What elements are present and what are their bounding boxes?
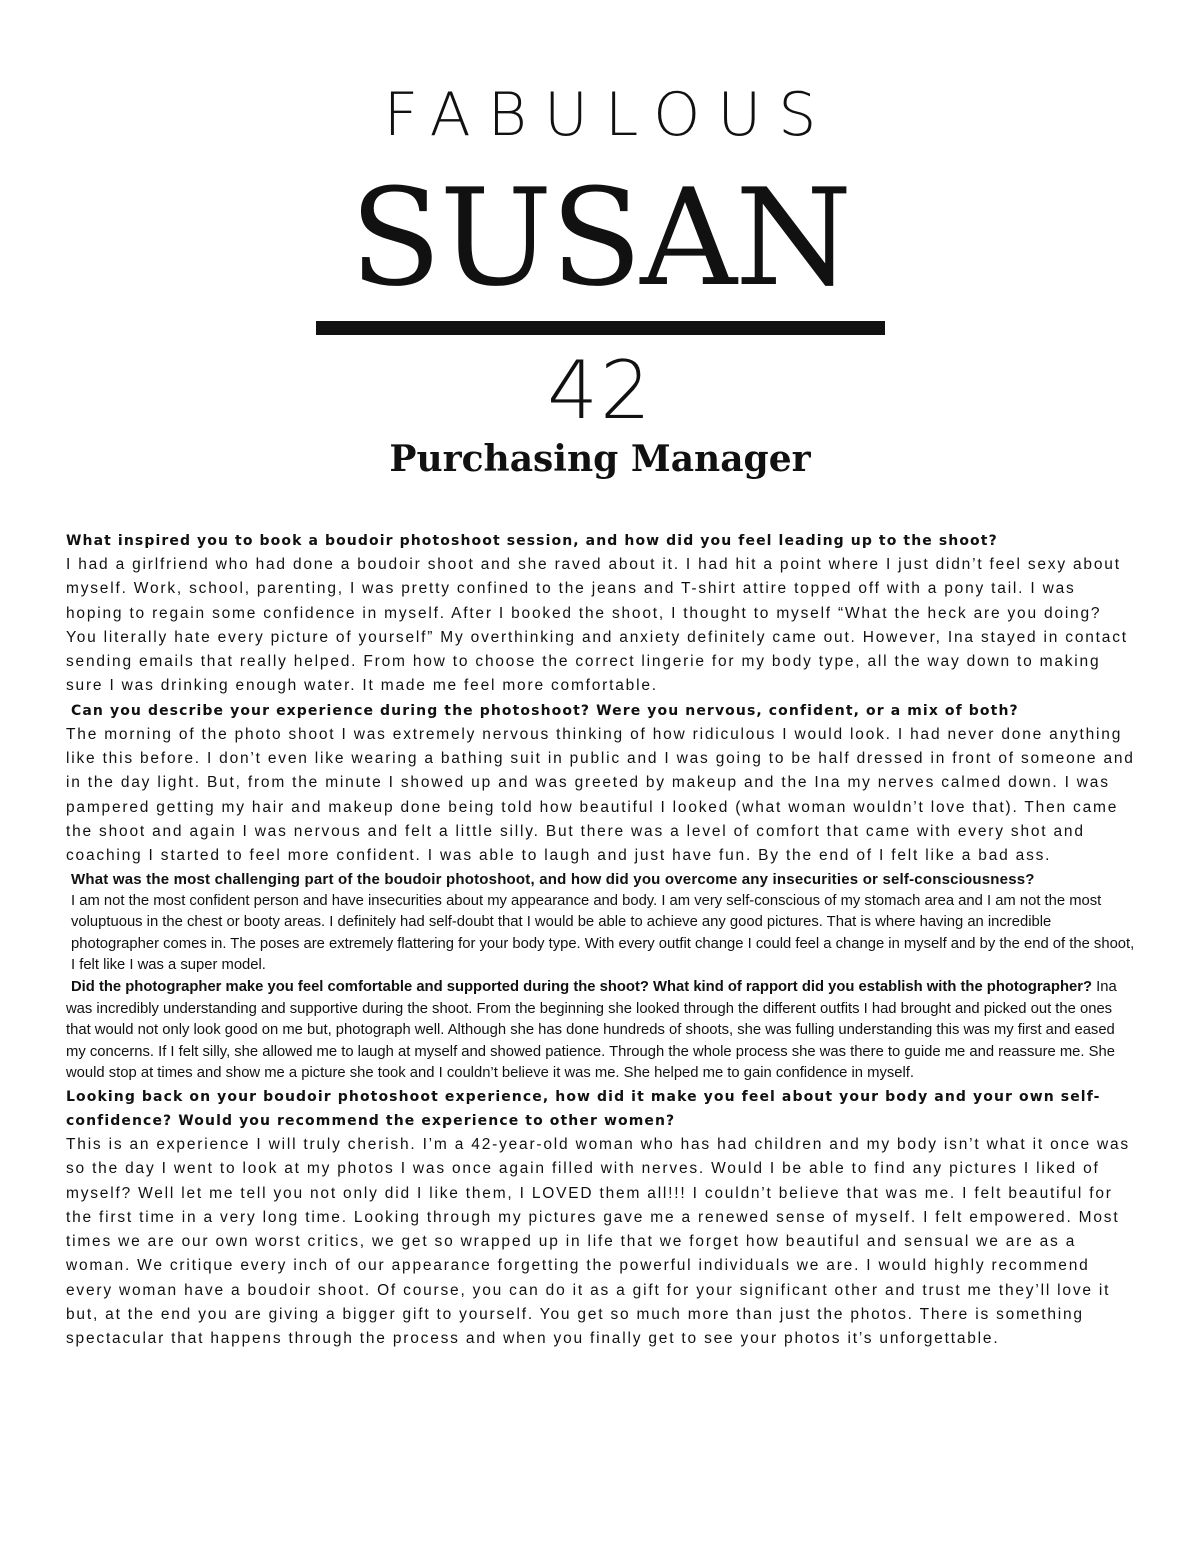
qa-block-4: [66, 977, 1136, 1085]
answer-2: The morning of the photo shoot I was extremely nervous thinking of how ridiculous I would look. I had never done anything like this before. I don’t even like wearing a bathing suit in public and I was going to be half dressed in front of someone and in the day light. But, from the minute I showed up and was greeted by makeup and the Ina my nerves calmed down. I was pampered getting my hair and makeup done being told how beautiful I looked (what woman wouldn’t love that). Then came the shoot and again I was nervous and felt a little silly. But there was a level of comfort that came with every shot and coaching I started to feel more confident. I was able to laugh and just have fun. By the end of I felt like a bad ass.: [66, 725, 1135, 865]
header-kicker: FABULOUS: [383, 80, 834, 150]
header-name: SUSAN: [349, 160, 851, 316]
answer-4: Ina was incredibly understanding and supportive during the shoot. From the beginning she looked through the different outfits I had brought and picked out the ones that would not only look good on me but, photograph well. Although she has done hundreds of shoots, she was fulling understanding this was my first and eased my concerns. If I felt silly, she allowed me to laugh at myself and showed patience. Through the whole process she was there to guide me and reassure me. She would stop at times and show me a picture she took and I couldn’t believe it was me. She helped me to gain confidence in myself.: [66, 978, 1117, 1082]
question-2: Can you describe your experience during the photoshoot? Were you nervous, confident, or a mix of both?: [71, 702, 1019, 719]
interview-content: [66, 529, 1136, 1352]
header-occupation: Purchasing Manager: [389, 438, 811, 480]
answer-3: I am not the most confident person and have insecurities about my appearance and body. I am very self-conscious of my stomach area and I am not the most voluptuous in the chest or booty areas. I definitely had self-doubt that I would be able to achieve any good pictures. That is where having an incredible photographer comes in. The poses are extremely flattering for your body type. With every outfit change I could feel a change in myself and by the end of the shoot, I felt like I was a super model.: [71, 892, 1135, 974]
question-3: What was the most challenging part of the boudoir photoshoot, and how did you overcome any insecurities or self-consciousness?: [71, 870, 1035, 888]
divider-rule: [316, 321, 885, 335]
answer-1: I had a girlfriend who had done a boudoir shoot and she raved about it. I had hit a point where I just didn’t feel sexy about myself. Work, school, parenting, I was pretty confined to the jeans and T-shirt attire topped off with a pony tail. I was hoping to regain some confidence in myself. After I booked the shoot, I thought to myself “What the heck are you doing? You literally hate every picture of yourself” My overthinking and anxiety definitely came out. However, Ina stayed in contact sending emails that really helped. From how to choose the correct lingerie for my body type, all the way down to making sure I was drinking enough water. It made me feel more comfortable.: [66, 556, 1128, 695]
question-4: Did the photographer make you feel comfortable and supported during the shoot? What kind of rapport did you establish with the photographer?: [71, 978, 1093, 995]
header-age: 42: [547, 344, 653, 437]
question-1: What inspired you to book a boudoir photoshoot session, and how did you feel leading up to the shoot?: [66, 533, 998, 549]
answer-5: This is an experience I will truly cherish. I’m a 42-year-old woman who has had children and my body isn’t what it once was so the day I went to look at my photos I was once again filled with nerves. Would I be able to find any pictures I liked of myself? Well let me tell you not only did I like them, I LOVED them all!!! I couldn’t believe that was me. I felt beautiful for the first time in a very long time. Looking through my pictures gave me a renewed sense of myself. I felt empowered. Most times we are our own worst critics, we get so wrapped up in life that we forget how beautiful and sensual we are as a woman. We critique every inch of our appearance forgetting the powerful individuals we are. I would highly recommend every woman have a boudoir shoot. Of course, you can do it as a gift for your significant other and trust me they’ll love it but, at the end you are giving a bigger gift to yourself. You get so much more than just the photos. There is something spectacular that happens through the process and when you finally get to see your photos it’s unforgettable.: [66, 1135, 1130, 1348]
question-5: Looking back on your boudoir photoshoot experience, how did it make you feel about your body and your own self-confidence? Would you recommend the experience to other women?: [66, 1088, 1101, 1129]
